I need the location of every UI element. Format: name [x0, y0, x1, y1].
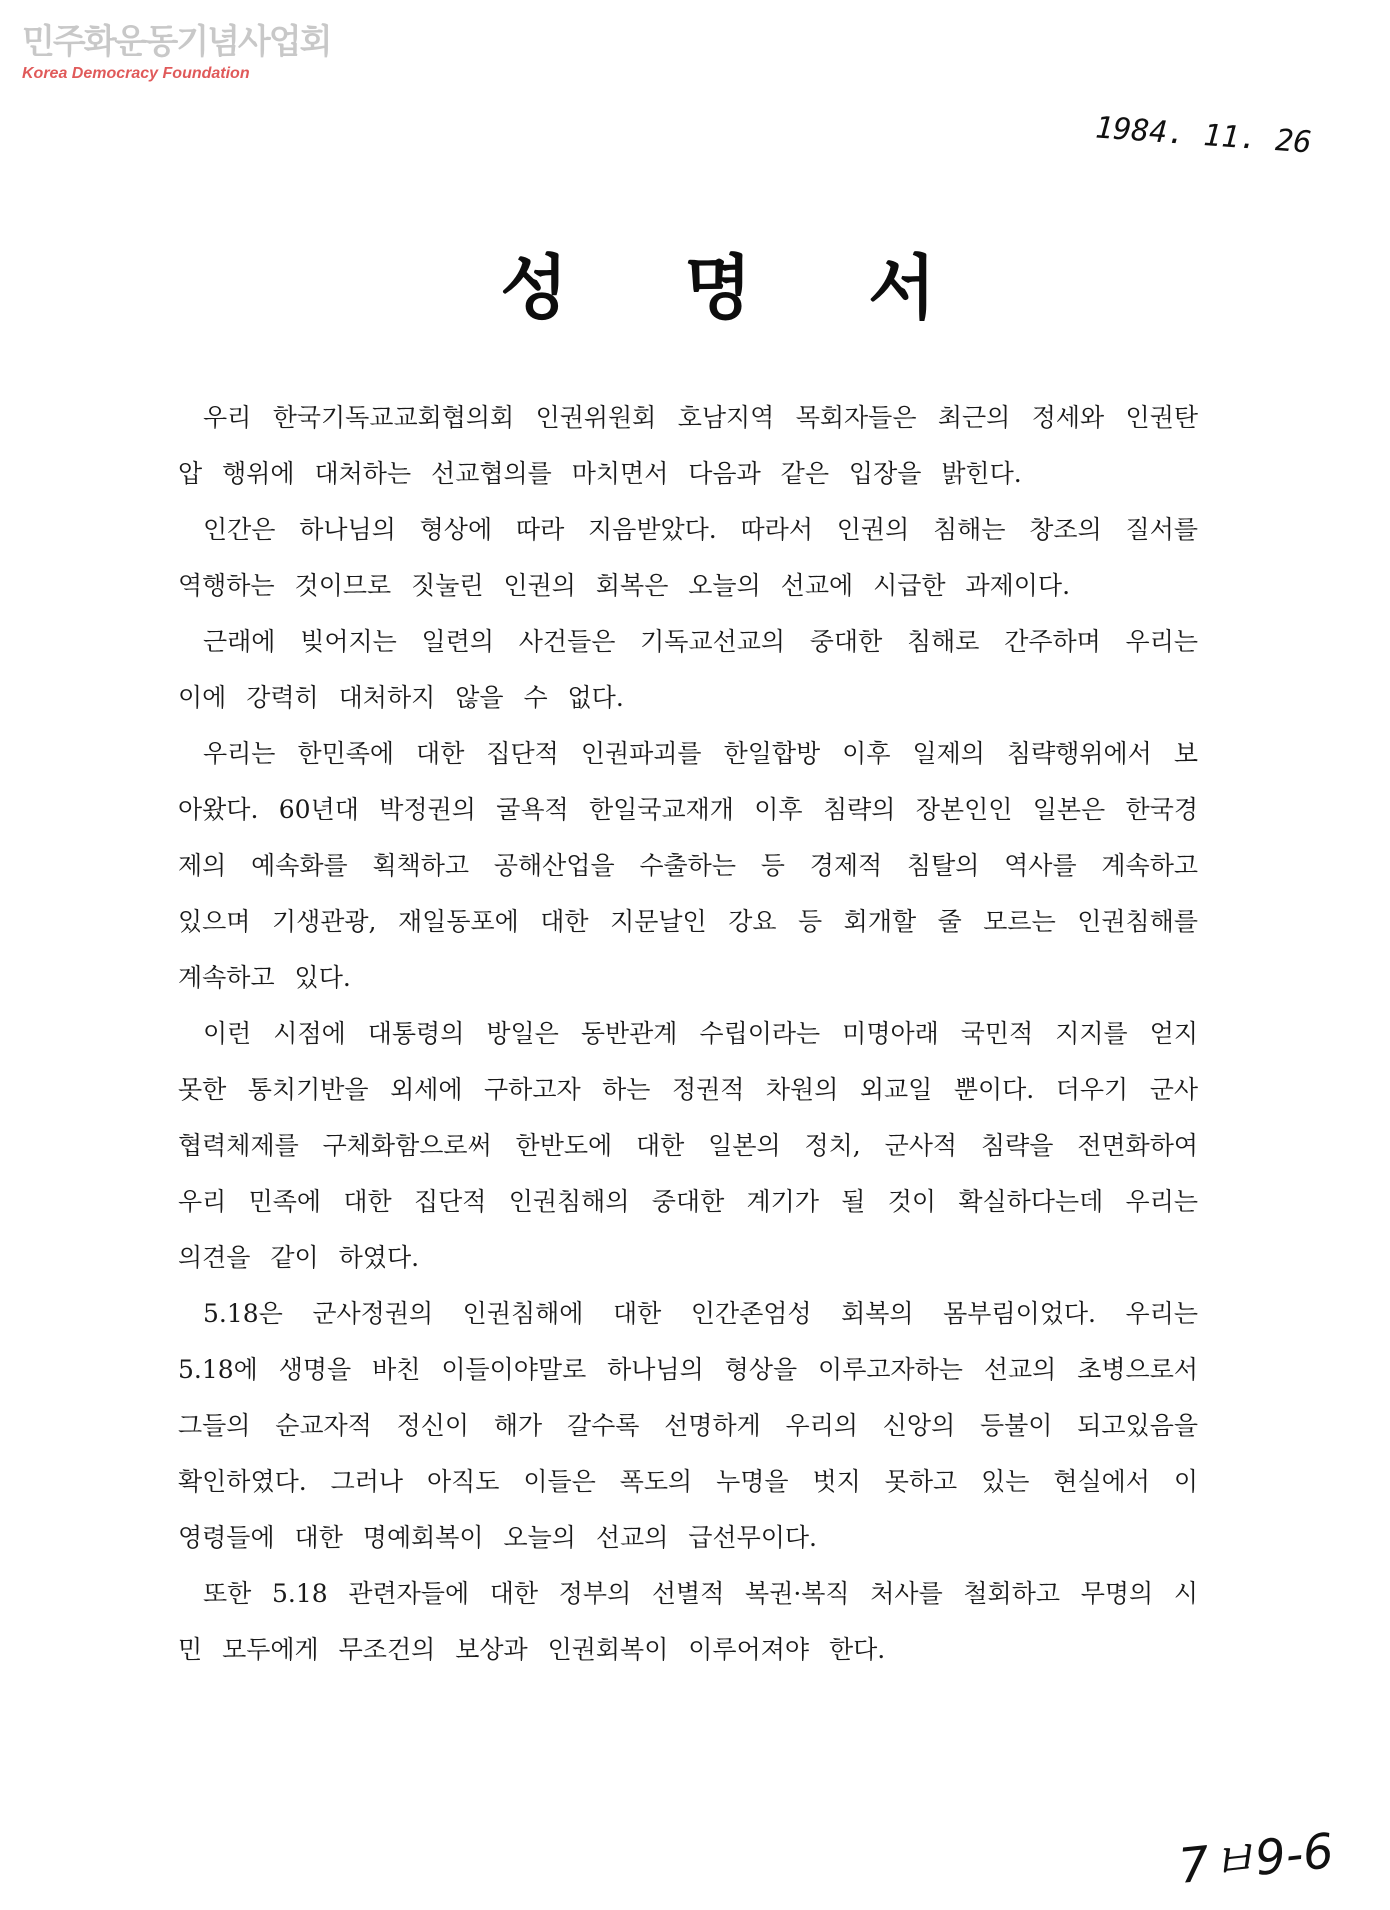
paragraph-2: 인간은 하나님의 형상에 따라 지음받았다. 따라서 인권의 침해는 창조의 질서를 역행하는 것이므로 짓눌린 인권의 회복은 오늘의 선교에 시급한 과제이다. — [178, 515, 1198, 600]
document-body — [178, 390, 1198, 1678]
watermark-english: Korea Democracy Foundation — [22, 65, 250, 82]
paragraph-5: 이런 시점에 대통령의 방일은 동반관계 수립이라는 미명아래 국민적 지지를 얻지못한 통치기반을 외세에 구하고자 하는 정권적 차원의 외교일 뿐이다. 더우기 군사협력체제를 구체화함으로써 한반도에 대한 일본의 정치, 군사적 침략을 전면화하여 우리 민족에 대한 집단적 인권침해의 중대한 계기가 될 것이 확실하다는데 우리는 의견을 같이 하였다. — [178, 1019, 1198, 1272]
paragraph-1: 우리 한국기독교교회협의회 인권위원회 호남지역 목회자들은 최근의 정세와 인권탄압 행위에 대처하는 선교협의를 마치면서 다음과 같은 입장을 밝힌다. — [178, 403, 1198, 488]
paragraph-6: 5.18은 군사정권의 인권침해에 대한 인간존엄성 회복의 몸부림이었다. 우리는 5.18에 생명을 바친 이들이야말로 하나님의 형상을 이루고자하는 선교의 초병으로서 그들의 순교자적 정신이 해가 갈수록 선명하게 우리의 신앙의 등불이 되고있음을 확인하였다. 그러나 아직도 이들은 폭도의 누명을 벗지 못하고 있는 현실에서 이 영령들에 대한 명예회복이 오늘의 선교의 급선무이다. — [178, 1299, 1198, 1552]
watermark-logo — [22, 22, 330, 84]
document-title: 성 명 서 — [500, 247, 982, 329]
paragraph-4: 우리는 한민족에 대한 집단적 인권파괴를 한일합방 이후 일제의 침략행위에서 보아왔다. 60년대 박정권의 굴욕적 한일국교재개 이후 침략의 장본인인 일본은 한국경제의 예속화를 획책하고 공해산업을 수출하는 등 경제적 침탈의 역사를 계속하고 있으며 기생관광, 재일동포에 대한 지문날인 강요 등 회개할 줄 모르는 인권침해를 계속하고 있다. — [178, 739, 1198, 992]
watermark-korean: 민주화운동기념사업회 — [22, 22, 331, 62]
paragraph-7: 또한 5.18 관련자들에 대한 정부의 선별적 복권·복직 처사를 철회하고 무명의 시민 모두에게 무조건의 보상과 인권회복이 이루어져야 한다. — [178, 1579, 1198, 1664]
handwritten-note: 7ㅂ9-6 — [1175, 1823, 1337, 1895]
document-date: 1984. 11. 26 — [1094, 110, 1313, 161]
paragraph-3: 근래에 빚어지는 일련의 사건들은 기독교선교의 중대한 침해로 간주하며 우리는 이에 강력히 대처하지 않을 수 없다. — [178, 627, 1198, 712]
